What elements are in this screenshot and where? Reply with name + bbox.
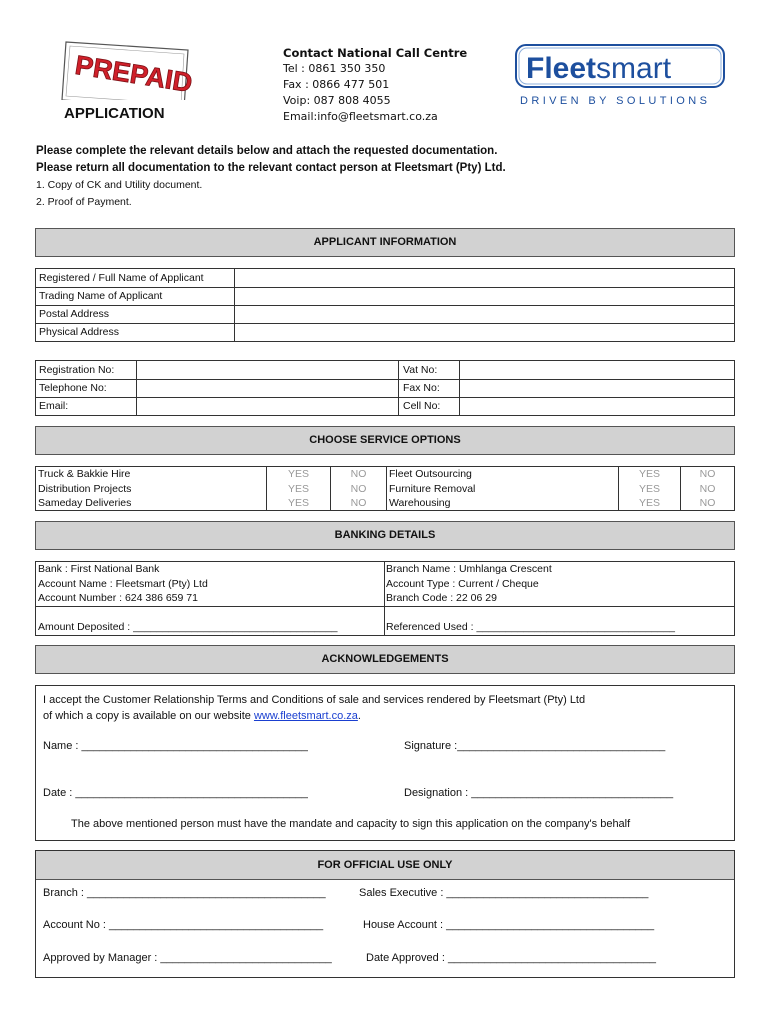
option-no-sameday[interactable]: NO	[350, 497, 367, 509]
contact-title: Contact National Call Centre	[283, 46, 468, 60]
brand-name-smart: smart	[596, 52, 672, 85]
input-telephone-no[interactable]	[138, 380, 396, 396]
prepaid-application-logo	[52, 38, 202, 126]
service-truck-bakkie-hire: Truck & Bakkie Hire	[38, 468, 131, 480]
input-registration-no[interactable]	[138, 361, 396, 378]
branch-code: Branch Code : 22 06 29	[386, 592, 497, 604]
input-cell-no[interactable]	[461, 398, 732, 414]
branch-name: Branch Name : Umhlanga Crescent	[386, 563, 552, 575]
banking-details-header: BANKING DETAILS	[35, 521, 735, 550]
applicant-information-header: APPLICANT INFORMATION	[35, 228, 735, 257]
option-no-fleet[interactable]: NO	[699, 468, 716, 480]
instruction-line-2: Please return all documentation to the relevant contact person at Fleetsmart (Pty) Ltd.	[36, 162, 506, 174]
label-email: Email:	[39, 400, 69, 412]
house-account-field[interactable]: House Account : __________________________________	[363, 919, 655, 931]
contact-voip: Voip: 087 808 4055	[283, 94, 391, 107]
service-distribution-projects: Distribution Projects	[38, 482, 132, 495]
date-approved-field[interactable]: Date Approved : __________________________________	[366, 952, 656, 964]
official-use-header: FOR OFFICIAL USE ONLY	[36, 851, 734, 880]
terms-line-2	[43, 708, 361, 724]
sales-executive-field[interactable]: Sales Executive : _________________________________	[359, 887, 649, 899]
service-warehousing: Warehousing	[389, 497, 451, 509]
service-fleet-outsourcing: Fleet Outsourcing	[389, 468, 472, 480]
option-yes-truck[interactable]: YES	[287, 468, 309, 480]
option-yes-distribution[interactable]: YES	[287, 482, 309, 495]
website-link[interactable]: www.fleetsmart.co.za	[253, 710, 358, 722]
instructions	[36, 143, 756, 211]
contact-block	[283, 45, 467, 125]
acknowledgements-box	[35, 685, 735, 841]
signature-field[interactable]: Signature :__________________________________	[404, 740, 666, 752]
option-no-furniture[interactable]: NO	[699, 482, 716, 495]
option-yes-sameday[interactable]: YES	[287, 497, 309, 509]
terms-line-2-suffix: .	[357, 710, 361, 722]
contact-tel: Tel : 0861 350 350	[283, 62, 386, 75]
input-postal-address[interactable]	[236, 306, 732, 322]
official-use-box	[35, 850, 735, 978]
account-no-field[interactable]: Account No : ___________________________________	[43, 919, 324, 931]
service-sameday-deliveries: Sameday Deliveries	[38, 497, 132, 509]
input-email[interactable]	[138, 398, 396, 414]
input-physical-address[interactable]	[236, 324, 732, 340]
option-yes-warehousing[interactable]: YES	[638, 497, 660, 509]
brand-tagline: DRIVEN BY SOLUTIONS	[520, 95, 711, 107]
date-field[interactable]: Date : ______________________________________	[43, 787, 308, 799]
banking-details-table	[35, 561, 735, 636]
branch-field[interactable]: Branch : _______________________________________	[43, 887, 326, 899]
input-fax-no[interactable]	[461, 380, 732, 396]
fleetsmart-logo	[514, 44, 728, 108]
required-doc-2: 2. Proof of Payment.	[36, 196, 132, 208]
applicant-name-table	[35, 268, 735, 342]
label-trading-name: Trading Name of Applicant	[39, 290, 163, 302]
amount-deposited-field[interactable]: Amount Deposited : ___________________________________	[38, 621, 338, 633]
label-cell-no: Cell No:	[403, 400, 441, 412]
input-vat-no[interactable]	[461, 361, 732, 378]
option-yes-fleet[interactable]: YES	[638, 468, 660, 480]
name-field[interactable]: Name : _____________________________________	[43, 740, 308, 752]
reference-used-field[interactable]: Referenced Used : __________________________________	[386, 621, 676, 633]
approved-by-manager-field[interactable]: Approved by Manager : ____________________________	[43, 952, 332, 964]
input-registered-name[interactable]	[236, 269, 732, 286]
terms-line-2-prefix: of which a copy is available on our website	[43, 710, 254, 722]
applicant-contact-table	[35, 360, 735, 416]
mandate-note: The above mentioned person must have the mandate and capacity to sign this application on the company's behalf	[71, 818, 631, 830]
acknowledgements-header: ACKNOWLEDGEMENTS	[35, 645, 735, 674]
designation-field[interactable]: Designation : _________________________________	[404, 787, 674, 799]
brand-name-fleet: Fleet	[526, 52, 597, 85]
label-vat-no: Vat No:	[403, 364, 438, 376]
service-furniture-removal: Furniture Removal	[389, 482, 476, 495]
label-registration-no: Registration No:	[39, 364, 115, 376]
contact-email: Email:info@fleetsmart.co.za	[283, 110, 438, 123]
instruction-line-1: Please complete the relevant details below and attach the requested documentation.	[36, 145, 498, 157]
svg-text:Fleetsmart	[526, 52, 672, 85]
option-no-warehousing[interactable]: NO	[699, 497, 716, 509]
account-number: Account Number : 624 386 659 71	[38, 592, 198, 604]
contact-fax: Fax : 0866 477 501	[283, 78, 390, 91]
option-no-distribution[interactable]: NO	[350, 482, 367, 495]
option-yes-furniture[interactable]: YES	[638, 482, 660, 495]
service-options-header: CHOOSE SERVICE OPTIONS	[35, 426, 735, 455]
bank-name: Bank : First National Bank	[38, 563, 160, 575]
account-type: Account Type : Current / Cheque	[386, 577, 539, 590]
option-no-truck[interactable]: NO	[350, 468, 367, 480]
service-options-table	[35, 466, 735, 511]
label-postal-address: Postal Address	[39, 308, 110, 320]
label-physical-address: Physical Address	[39, 326, 119, 338]
label-fax-no: Fax No:	[403, 382, 440, 394]
terms-line-1: I accept the Customer Relationship Terms and Conditions of sale and services rendered by Fleetsmart (Pty) Ltd	[43, 694, 586, 706]
label-telephone-no: Telephone No:	[39, 382, 107, 394]
input-trading-name[interactable]	[236, 288, 732, 304]
label-registered-name: Registered / Full Name of Applicant	[39, 272, 204, 284]
prepaid-word: PREPAID	[73, 49, 195, 99]
application-word: APPLICATION	[64, 105, 165, 122]
account-name: Account Name : Fleetsmart (Pty) Ltd	[38, 577, 208, 590]
required-doc-1: 1. Copy of CK and Utility document.	[36, 179, 203, 191]
